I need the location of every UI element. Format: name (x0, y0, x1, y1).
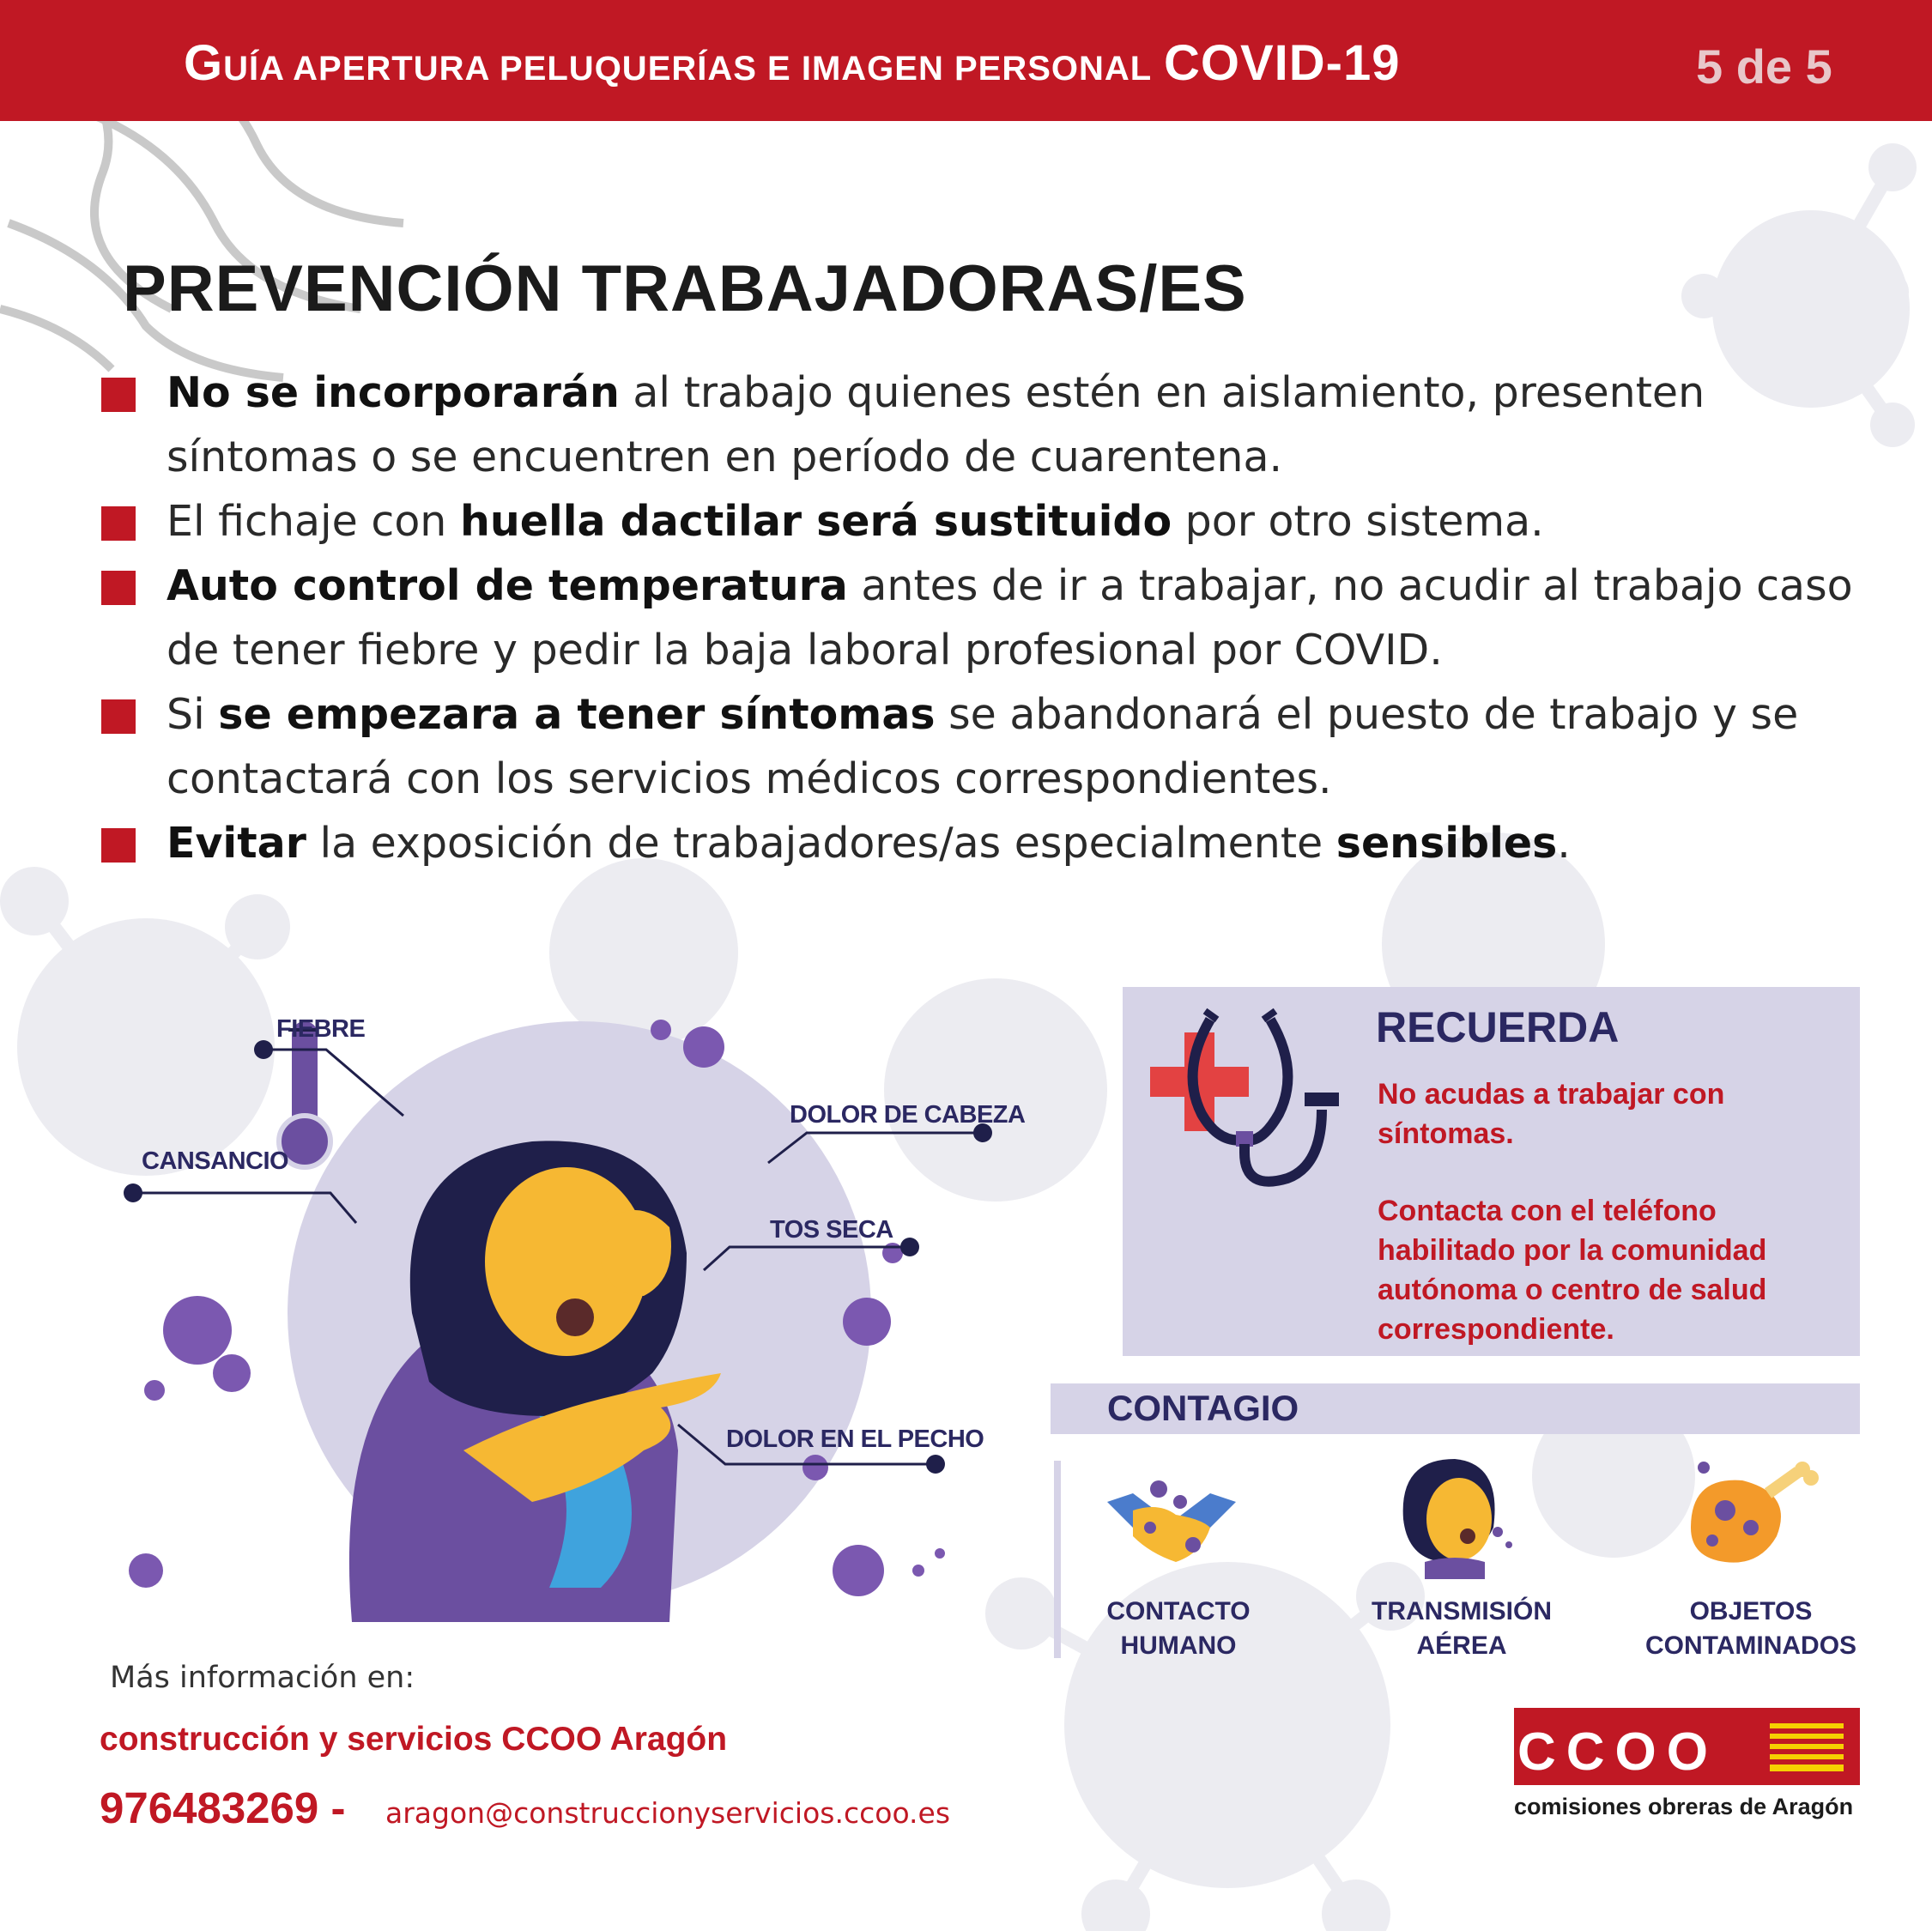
aragon-flag-icon (1770, 1723, 1844, 1771)
list-item (101, 489, 1869, 554)
contagion-human-contact (1067, 1595, 1290, 1663)
bullet-square-icon (101, 699, 136, 734)
bullet-bold: Auto control de temperatura (167, 561, 848, 610)
bullet-bold: huella dactilar será sustituido (459, 497, 1172, 546)
stethoscope-icon (1150, 1002, 1356, 1187)
list-item (101, 682, 1869, 811)
bullet-text: El fichaje con (167, 497, 460, 546)
email-link[interactable]: aragon@construccionyservicios.ccoo.es (385, 1796, 951, 1830)
bullet-text: antes de ir a trabajar, no acudir al trabajo caso de tener fiebre y pedir la baja laboral profesional por COVID. (167, 561, 1853, 675)
header-title: GUÍA APERTURA PELUQUERÍAS E IMAGEN PERSONAL COVID-19 (184, 35, 1401, 91)
list-item (101, 811, 1869, 875)
list-item (101, 554, 1869, 682)
reminder-text-1: No acudas a trabajar con síntomas. (1378, 1078, 1725, 1150)
bullet-bold: se empezara a tener síntomas (218, 690, 936, 739)
contagion-airborne (1350, 1595, 1573, 1663)
more-info-label: Más información en: (110, 1661, 415, 1695)
bullet-text: se abandonará el puesto de trabajo y se contactará con los servicios médicos correspondientes. (167, 690, 1799, 803)
organization-name: construcción y servicios CCOO Aragón (100, 1721, 728, 1758)
bullet-text: Si (167, 690, 219, 739)
list-item (101, 360, 1869, 489)
phone-number[interactable]: 976483269 - (100, 1783, 346, 1832)
bullet-text: por otro sistema. (1172, 497, 1544, 546)
contagion-label-line: HUMANO (1120, 1631, 1237, 1660)
bullet-square-icon (101, 506, 136, 541)
bullet-text: la exposición de trabajadores/as especialmente (306, 819, 1336, 868)
contagion-title: CONTAGIO (1107, 1388, 1299, 1428)
contagion-divider (1054, 1461, 1061, 1658)
logo-subtitle: comisiones obreras de Aragón (1514, 1794, 1854, 1819)
contagion-label-line: CONTACTO (1106, 1597, 1251, 1625)
symptom-headache: DOLOR DE CABEZA (790, 1101, 1026, 1129)
logo-text: CCOO (1517, 1722, 1718, 1782)
symptom-leader-lines (120, 1013, 1013, 1493)
page-counter: 5 de 5 (1696, 39, 1832, 94)
page-title: PREVENCIÓN TRABAJADORAS/ES (123, 252, 1247, 325)
handshake-icon (1099, 1468, 1245, 1579)
symptom-fever: FIEBRE (276, 1015, 366, 1043)
bullet-text: . (1557, 819, 1571, 868)
bullet-square-icon (101, 378, 136, 412)
symptom-tiredness: CANSANCIO (142, 1147, 289, 1175)
prevention-list (101, 360, 1869, 875)
coughing-person-icon (1390, 1450, 1519, 1579)
contagion-objects (1639, 1595, 1862, 1663)
bullet-square-icon (101, 828, 136, 863)
bullet-bold: Evitar (167, 819, 306, 868)
contagion-label-line: OBJETOS (1689, 1597, 1813, 1625)
bullet-text: al trabajo quienes estén en aislamiento, presenten síntomas o se encuentren en período de cuarentena. (167, 368, 1705, 481)
bullet-square-icon (101, 571, 136, 605)
contaminated-food-icon (1674, 1459, 1828, 1571)
bullet-bold: sensibles (1335, 819, 1558, 868)
bullet-bold: No se incorporarán (167, 368, 620, 417)
symptom-chest-pain: DOLOR EN EL PECHO (726, 1426, 984, 1453)
contagion-label-line: AÉREA (1416, 1631, 1507, 1660)
symptom-dry-cough: TOS SECA (770, 1216, 893, 1244)
reminder-title: RECUERDA (1376, 1003, 1620, 1051)
reminder-text-2: Contacta con el teléfono habilitado por la comunidad autónoma o centro de salud correspondiente. (1378, 1195, 1767, 1346)
contagion-label-line: TRANSMISIÓN (1372, 1597, 1552, 1625)
contagion-label-line: CONTAMINADOS (1644, 1631, 1857, 1660)
